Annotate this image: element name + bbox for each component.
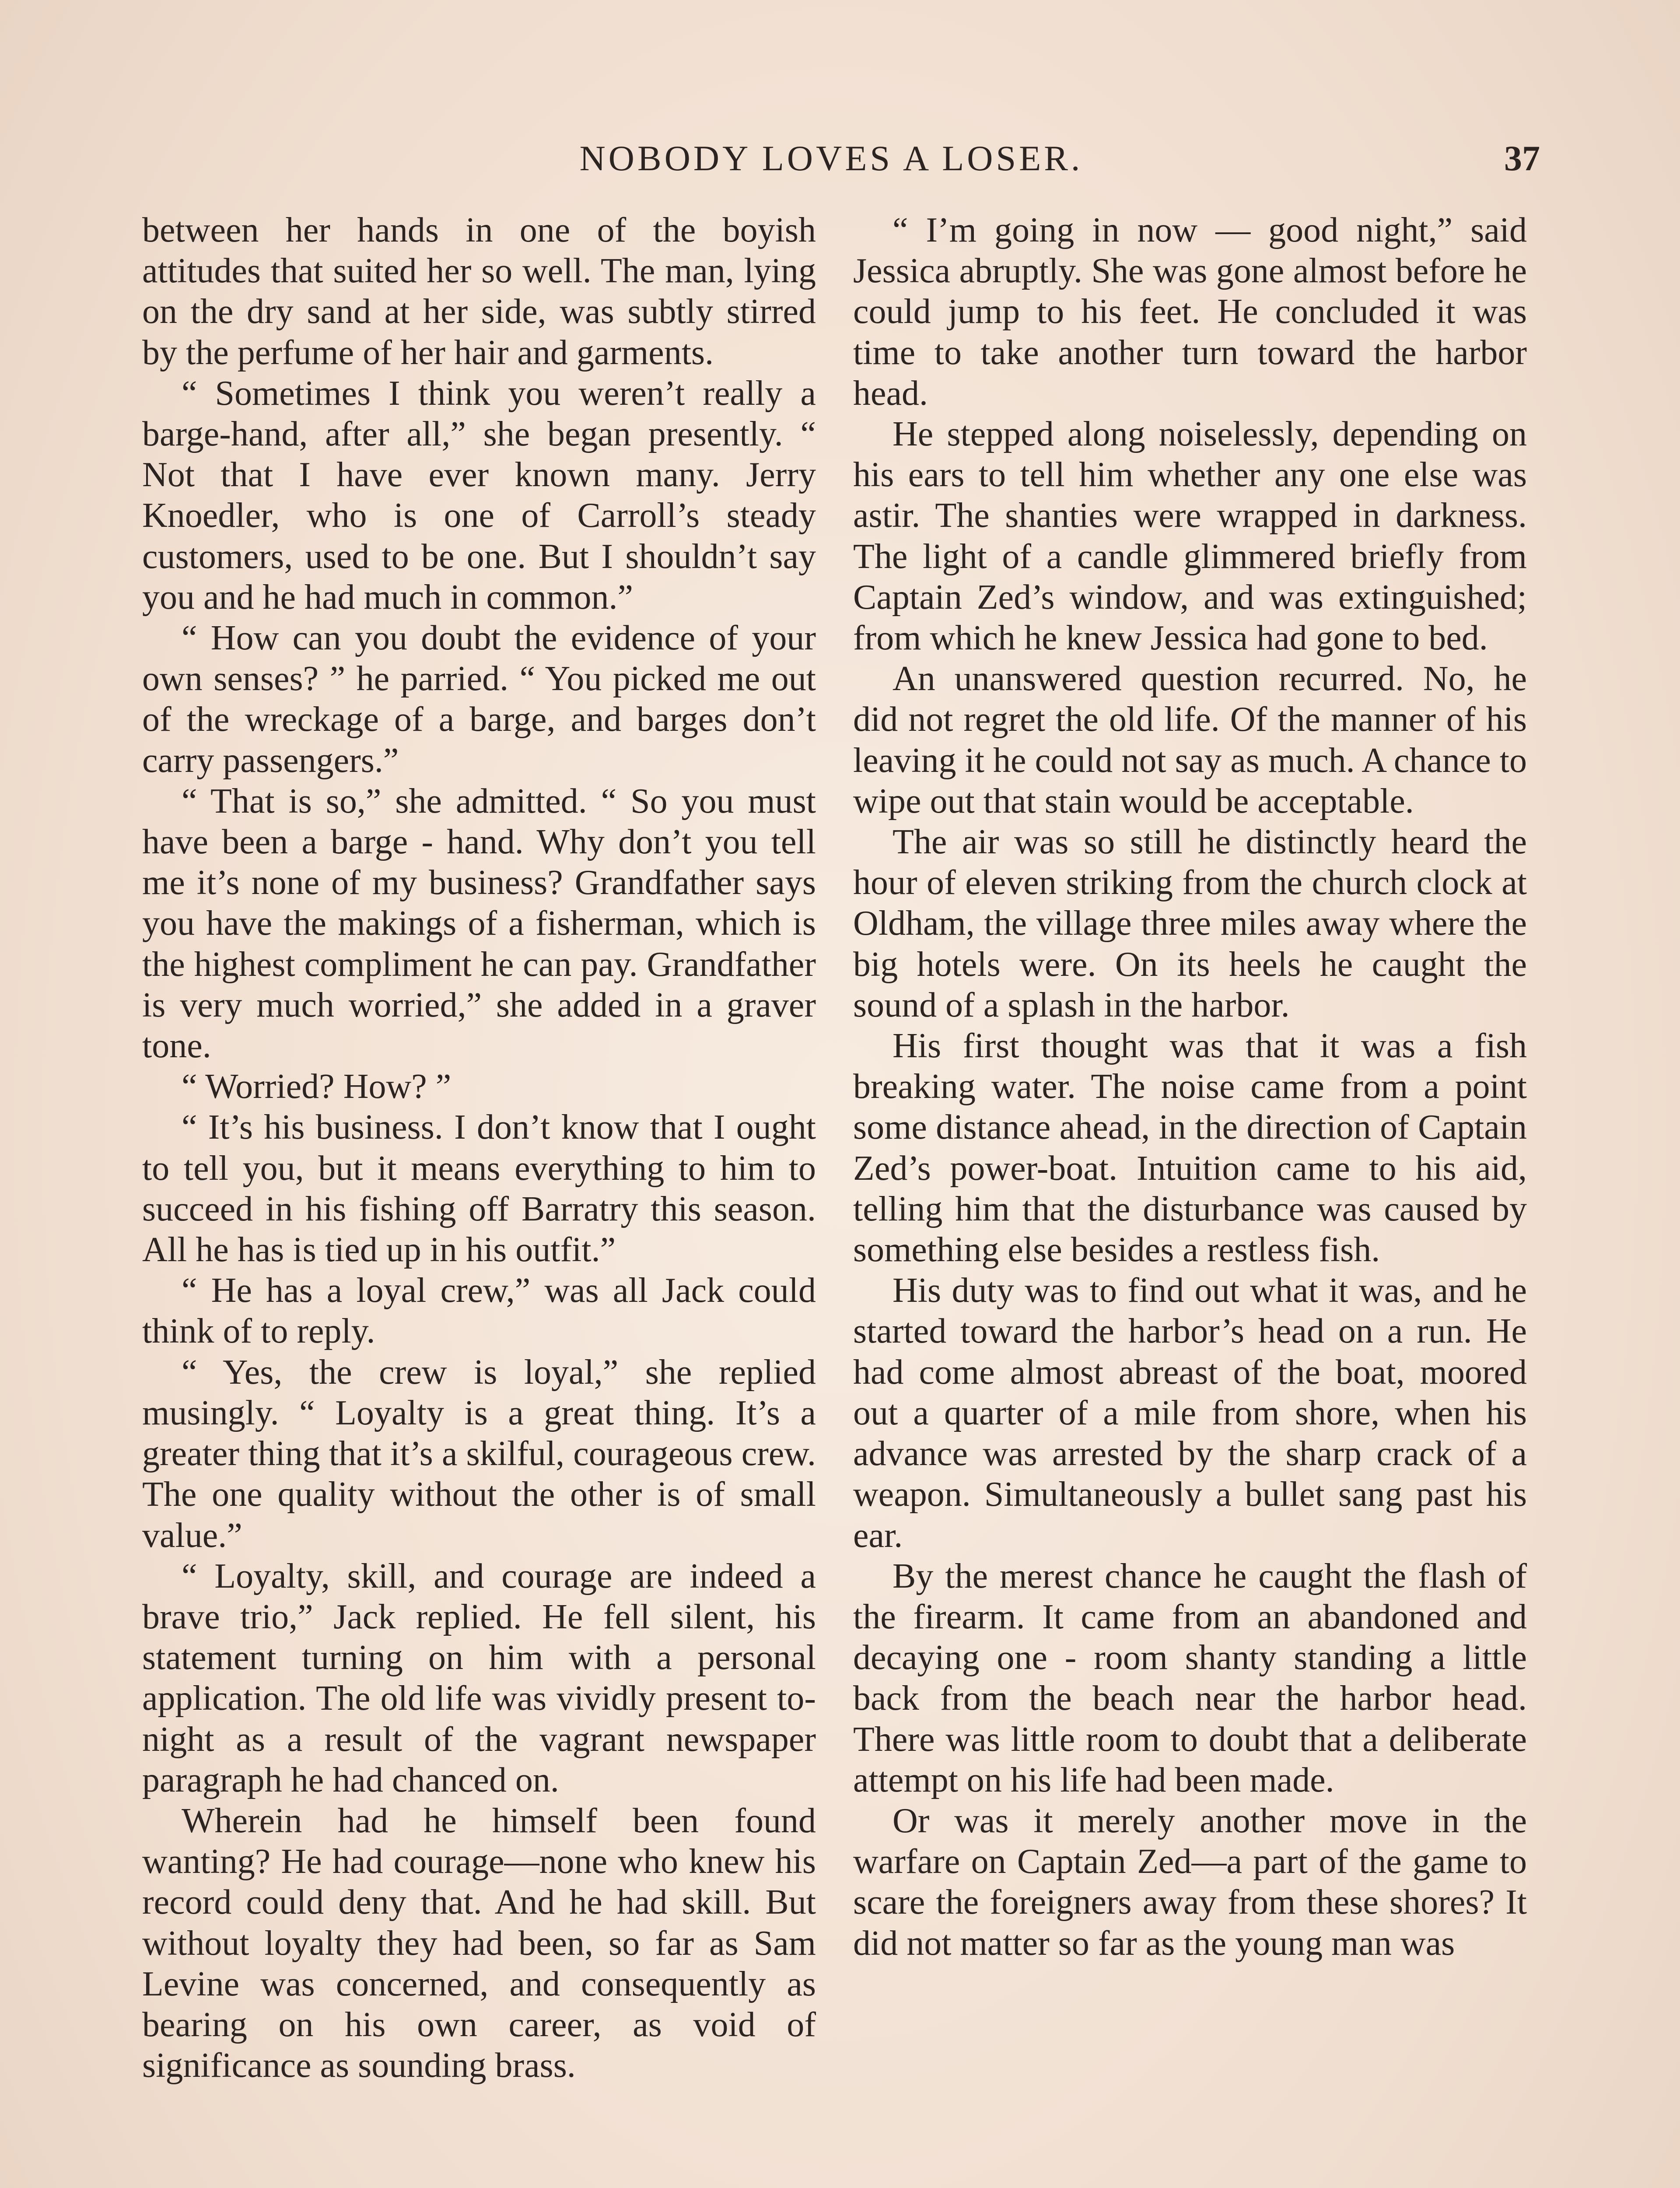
paragraph: The air was so still he distinctly heard the hour of eleven striking from the church clock at Oldham, the village three miles away where the big hotels were. On its heels he caught the sound of a splash in the harbor. xyxy=(853,823,1527,1024)
paragraph: Wherein had he himself been found wanting? He had courage—none who knew his record could deny that. And he had skill. But without loyalty they had been, so far as Sam Levine was concerned, and consequently as bearing on his own career, as void of significance as sounding brass. xyxy=(142,1801,816,2085)
paragraph: “ Loyalty, skill, and courage are indeed a brave trio,” Jack replied. He fell silent, his statement turning on him with a personal application. The old life was vividly present to-night as a result of the vagrant newspaper paragraph he had chanced on. xyxy=(142,1557,816,1799)
page-number: 37 xyxy=(1504,138,1540,178)
paragraph: Or was it merely another move in the warfare on Captain Zed—a part of the game to scare the foreigners away from these shores? It did not matter so far as the young man was xyxy=(853,1801,1527,1963)
paragraph: “ That is so,” she admitted. “ So you must have been a barge - hand. Why don’t you tell me it’s none of my business? Grandfather says you have the makings of a fisherman, which is the highest compliment he can pay. Grandfather is very much worried,” she added in a graver tone. xyxy=(142,782,816,1066)
right-column xyxy=(853,210,1527,1964)
paragraph: “ How can you doubt the evidence of your own senses? ” he parried. “ You picked me out of the wreckage of a barge, and barges don’t carry passengers.” xyxy=(142,619,816,780)
page-header xyxy=(140,128,1540,189)
left-column xyxy=(142,210,816,2086)
paragraph: An unanswered question recurred. No, he did not regret the old life. Of the manner of his leaving it he could not say as much. A chance to wipe out that stain would be acceptable. xyxy=(853,659,1527,820)
paragraph: By the merest chance he caught the flash of the firearm. It came from an abandoned and decaying one - room shanty standing a little back from the beach near the harbor head. There was little room to doubt that a deliberate attempt on his life had been made. xyxy=(853,1557,1527,1799)
paragraph: His duty was to find out what it was, and he started toward the harbor’s head on a run. He had come almost abreast of the boat, moored out a quarter of a mile from shore, when his advance was arrested by the sharp crack of a weapon. Simultaneously a bullet sang past his ear. xyxy=(853,1271,1527,1555)
paragraph: “ I’m going in now — good night,” said Jessica abruptly. She was gone almost before he could jump to his feet. He concluded it was time to take another turn toward the harbor head. xyxy=(853,211,1527,413)
paragraph: His first thought was that it was a fish breaking water. The noise came from a point some distance ahead, in the direction of Captain Zed’s power-boat. Intuition came to his aid, telling him that the disturbance was caused by something else besides a restless fish. xyxy=(853,1027,1527,1269)
paragraph: “ Sometimes I think you weren’t really a barge-hand, after all,” she began presently. “ Not that I have ever known many. Jerry Knoedler, who is one of Carroll’s steady customers, used to be one. But I shouldn’t say you and he had much in common.” xyxy=(142,374,816,617)
paragraph: “ Yes, the crew is loyal,” she replied musingly. “ Loyalty is a great thing. It’s a greater thing that it’s a skilful, courageous crew. The one quality without the other is of small value.” xyxy=(142,1353,816,1555)
paragraph: “ It’s his business. I don’t know that I ought to tell you, but it means everything to him to succeed in his fishing off Barratry this season. All he has is tied up in his outfit.” xyxy=(142,1108,816,1269)
paragraph: between her hands in one of the boyish attitudes that suited her so well. The man, lying on the dry sand at her side, was subtly stirred by the perfume of her hair and garments. xyxy=(142,211,816,372)
paragraph: “ He has a loyal crew,” was all Jack could think of to reply. xyxy=(142,1271,816,1351)
paragraph: He stepped along noiselessly, depending on his ears to tell him whether any one else was astir. The shanties were wrapped in darkness. The light of a candle glimmered briefly from Captain Zed’s window, and was extinguished; from which he knew Jessica had gone to bed. xyxy=(853,415,1527,658)
paragraph: “ Worried? How? ” xyxy=(182,1067,452,1106)
running-title: NOBODY LOVES A LOSER. xyxy=(579,138,1083,178)
